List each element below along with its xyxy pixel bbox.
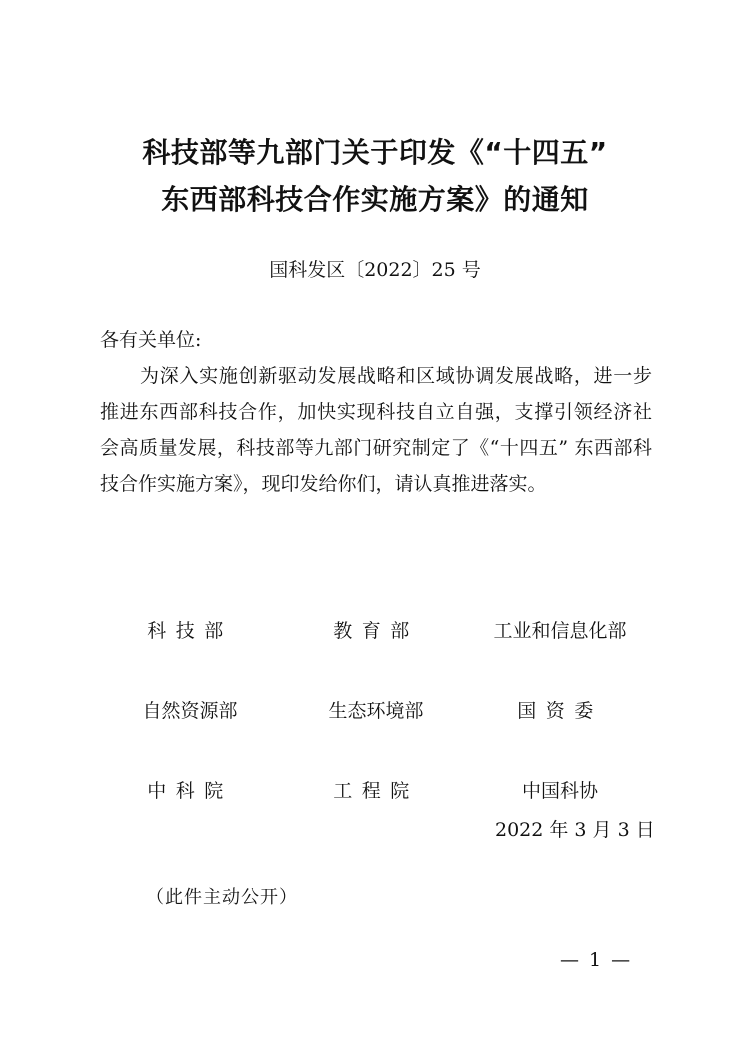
issuer-name: 工程院 — [333, 780, 419, 802]
issuer-name: 科技部 — [147, 620, 233, 642]
body-line: 技合作实施方案》，现印发给你们，请认真推进落实。 — [100, 473, 547, 495]
document-title-line-1: 科技部等九部门关于印发《“十四五” — [142, 136, 608, 169]
body-line: 会高质量发展，科技部等九部门研究制定了《“十四五” 东西部科 — [100, 437, 652, 459]
issue-date: 2022 年 3 月 3 日 — [495, 819, 655, 841]
issuer-name: 国资委 — [517, 700, 603, 722]
body-line: 推进东西部科技合作，加快实现科技自立自强，支撑引领经济社 — [100, 401, 652, 423]
issuer-name: 自然资源部 — [142, 700, 238, 722]
salutation: 各有关单位: — [100, 329, 202, 351]
issuer-name: 生态环境部 — [328, 700, 424, 722]
document-number: 国科发区〔2022〕25 号 — [269, 259, 481, 281]
issuer-name: 中科院 — [147, 780, 233, 802]
document-title-line-2: 东西部科技合作实施方案》的通知 — [161, 183, 589, 216]
issuer-name: 教育部 — [333, 620, 419, 642]
body-line: 为深入实施创新驱动发展战略和区域协调发展战略，进一步 — [140, 365, 652, 387]
issuer-name: 中国科协 — [521, 780, 598, 802]
public-disclosure-note: （此件主动公开） — [146, 887, 298, 908]
page-number: — 1 — — [560, 949, 633, 971]
issuer-name: 工业和信息化部 — [493, 620, 627, 642]
